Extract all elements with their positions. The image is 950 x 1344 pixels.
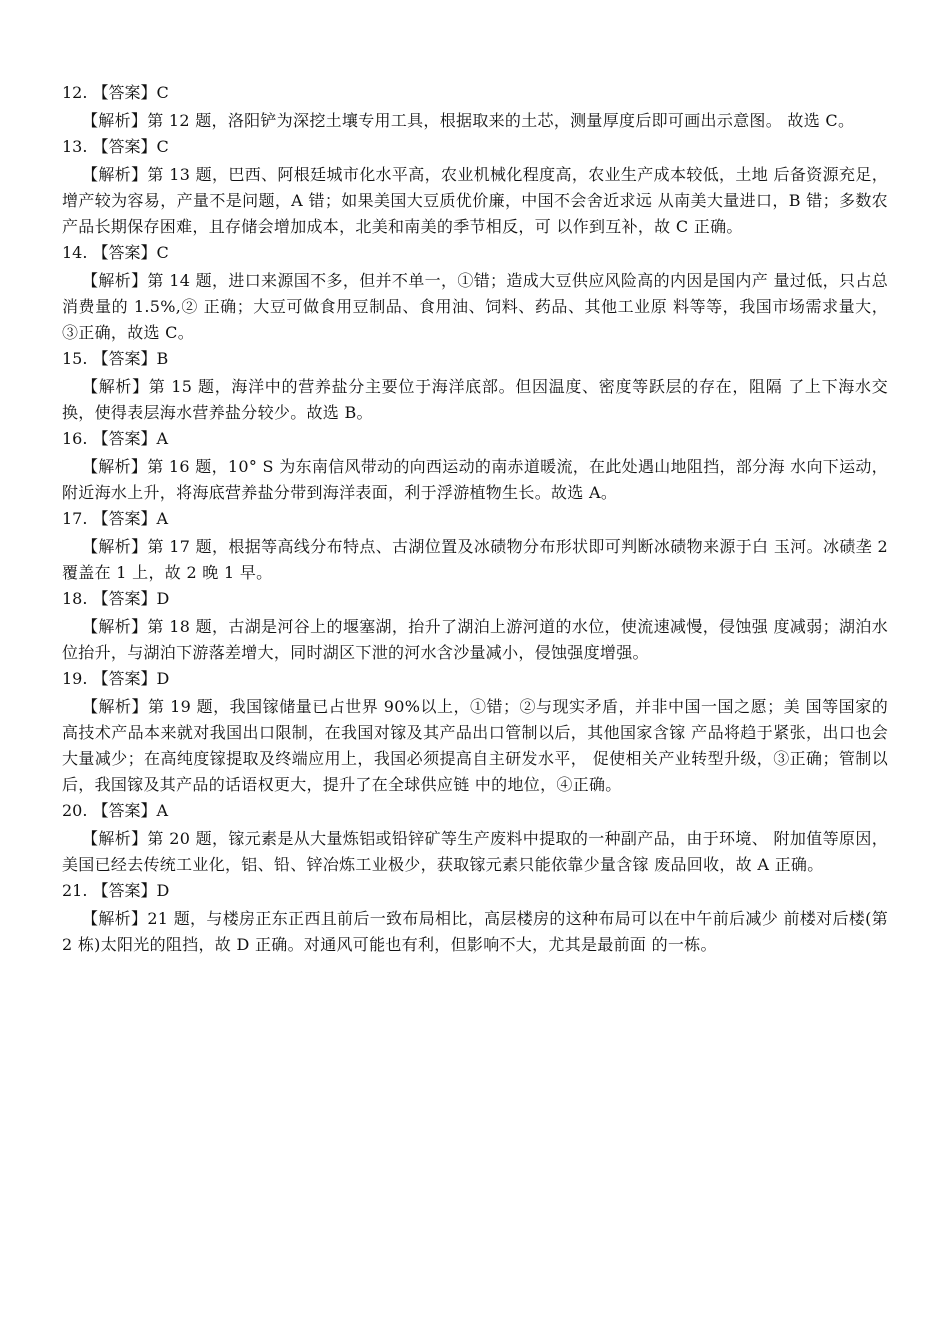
question-13 xyxy=(62,134,888,240)
analysis-paragraph: 【解析】第 17 题，根据等高线分布特点、古湖位置及冰碛物分布形状即可判断冰碛物来源于白 玉河。冰碛垄 2 覆盖在 1 上，故 2 晚 1 早。 xyxy=(62,537,888,582)
question-14 xyxy=(62,240,888,346)
answer-line: 16. 【答案】A xyxy=(62,429,169,448)
analysis-paragraph: 【解析】第 15 题，海洋中的营养盐分主要位于海洋底部。但因温度、密度等跃层的存在，阻隔 了上下海水交换，使得表层海水营养盐分较少。故选 B。 xyxy=(62,377,888,422)
question-21 xyxy=(62,878,888,958)
answer-sheet xyxy=(62,80,888,958)
question-12 xyxy=(62,80,888,134)
analysis-paragraph: 【解析】第 14 题，进口来源国不多，但并不单一，①错；造成大豆供应风险高的内因是国内产 量过低，只占总消费量的 1.5%,② 正确；大豆可做食用豆制品、食用油、饲料、药品、其他工业原 料等等，我国市场需求量大，③正确，故选 C。 xyxy=(62,271,888,342)
answer-line: 18. 【答案】D xyxy=(62,589,170,608)
analysis-paragraph: 【解析】第 12 题，洛阳铲为深挖土壤专用工具，根据取来的土芯，测量厚度后即可画出示意图。 故选 C。 xyxy=(82,111,855,130)
answer-line: 21. 【答案】D xyxy=(62,881,170,900)
question-15 xyxy=(62,346,888,426)
question-16 xyxy=(62,426,888,506)
question-18 xyxy=(62,586,888,666)
answer-line: 17. 【答案】A xyxy=(62,509,169,528)
question-20 xyxy=(62,798,888,878)
analysis-paragraph: 【解析】第 16 题，10° S 为东南信风带动的向西运动的南赤道暖流，在此处遇山地阻挡，部分海 水向下运动，附近海水上升，将海底营养盐分带到海洋表面，利于浮游植物生长。故选 A。 xyxy=(62,457,888,502)
analysis-paragraph: 【解析】第 19 题，我国镓储量已占世界 90%以上，①错；②与现实矛盾，并非中国一国之愿；美 国等国家的高技术产品本来就对我国出口限制，在我国对镓及其产品出口管制以后，其他国家含镓 产品将趋于紧张，出口也会大量减少；在高纯度镓提取及终端应用上，我国必须提高自主研发水平， 促使相关产业转型升级，③正确；管制以后，我国镓及其产品的话语权更大，提升了在全球供应链 中的地位，④正确。 xyxy=(62,697,888,794)
answer-line: 20. 【答案】A xyxy=(62,801,169,820)
analysis-paragraph: 【解析】第 18 题，古湖是河谷上的堰塞湖，抬升了湖泊上游河道的水位，使流速减慢，侵蚀强 度减弱；湖泊水位抬升，与湖泊下游落差增大，同时湖区下泄的河水含沙量减小，侵蚀强度增强。 xyxy=(62,617,888,662)
question-19 xyxy=(62,666,888,798)
answer-line: 19. 【答案】D xyxy=(62,669,170,688)
analysis-paragraph: 【解析】21 题，与楼房正东正西且前后一致布局相比，高层楼房的这种布局可以在中午前后减少 前楼对后楼(第 2 栋)太阳光的阻挡，故 D 正确。对通风可能也有利，但影响不大，尤其是最前面 的一栋。 xyxy=(62,909,888,954)
answer-line: 15. 【答案】B xyxy=(62,349,169,368)
answer-line: 14. 【答案】C xyxy=(62,243,169,262)
answer-line: 12. 【答案】C xyxy=(62,83,169,102)
question-17 xyxy=(62,506,888,586)
analysis-paragraph: 【解析】第 20 题，镓元素是从大量炼铝或铅锌矿等生产废料中提取的一种副产品，由于环境、 附加值等原因，美国已经去传统工业化，铝、铅、锌冶炼工业极少，获取镓元素只能依靠少量含镓 废品回收，故 A 正确。 xyxy=(62,829,888,874)
analysis-paragraph: 【解析】第 13 题，巴西、阿根廷城市化水平高，农业机械化程度高，农业生产成本较低，土地 后备资源充足，增产较为容易，产量不是问题，A 错；如果美国大豆质优价廉，中国不会舍近求远 从南美大量进口，B 错；多数农产品长期保存困难，且存储会增加成本，北美和南美的季节相反，可 以作到互补，故 C 正确。 xyxy=(62,165,888,236)
answer-line: 13. 【答案】C xyxy=(62,137,169,156)
